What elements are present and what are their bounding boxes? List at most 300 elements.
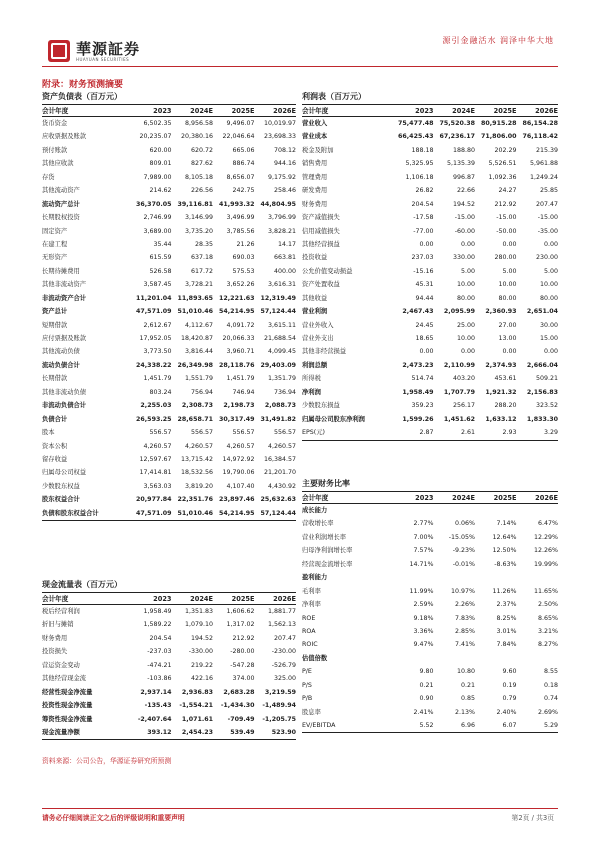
table-row <box>302 625 558 638</box>
table-cell: 20,380.16 <box>180 133 213 141</box>
table-cell: 2.87 <box>419 429 434 437</box>
table-cell: 12,319.49 <box>260 294 296 302</box>
table-row <box>302 319 558 332</box>
table-row <box>302 211 558 224</box>
column-header: 2023 <box>153 107 172 115</box>
row-label: 少数股东权益 <box>42 482 80 490</box>
table-row <box>42 265 296 278</box>
table-cell: 20,235.07 <box>139 133 172 141</box>
table-cell: 5,526.51 <box>488 160 517 168</box>
table-cell: 3,816.44 <box>184 348 213 356</box>
table-cell: 280.00 <box>494 254 517 262</box>
row-label: 经营性现金净流量 <box>42 688 93 696</box>
table-row <box>42 426 296 439</box>
table-cell: 2.50% <box>537 601 558 609</box>
table-cell: 57,124.44 <box>260 509 296 517</box>
row-label: 财务费用 <box>302 200 328 208</box>
table-row <box>302 171 558 184</box>
row-label: 毛利率 <box>302 587 321 595</box>
table-row <box>302 157 558 170</box>
table-cell: 212.92 <box>494 200 517 208</box>
table-cell: 2.61 <box>460 429 475 437</box>
table-row <box>42 645 296 658</box>
table-cell: 215.39 <box>535 146 558 154</box>
table-row <box>42 480 296 493</box>
row-label: 股本 <box>42 429 55 437</box>
table-cell: 2.37% <box>496 601 517 609</box>
table-row <box>42 319 296 332</box>
table-cell: 11.99% <box>409 587 434 595</box>
table-cell: 2,936.83 <box>181 688 213 696</box>
table-row <box>302 706 558 719</box>
table-cell: 400.00 <box>273 267 296 275</box>
table-cell: 204.54 <box>149 634 172 642</box>
row-label: 筹资性现金净流量 <box>42 715 93 723</box>
appendix-title: 附录：财务预测摘要 <box>42 80 124 90</box>
table-cell: 27.00 <box>498 321 517 329</box>
table-cell: 3,773.50 <box>143 348 172 356</box>
table-row <box>42 605 296 618</box>
row-label: 其他非流动负债 <box>42 388 87 396</box>
table-cell: 3.01% <box>496 627 517 635</box>
table-header-row <box>302 104 558 117</box>
column-header: 2026E <box>273 595 296 603</box>
table-row <box>42 211 296 224</box>
table-cell: 0.06% <box>454 520 475 528</box>
table-cell: 5.00 <box>460 267 475 275</box>
table-row <box>42 399 296 412</box>
table-cell: -237.03 <box>147 648 172 656</box>
table-cell: -547.28 <box>230 661 255 669</box>
table-cell: 7.41% <box>454 641 475 649</box>
table-cell: 219.22 <box>190 661 213 669</box>
table-cell: 323.52 <box>535 402 558 410</box>
table-cell: 3,819.20 <box>184 482 213 490</box>
table-cell: 6.96 <box>460 722 475 729</box>
table-cell: 15.00 <box>539 335 558 342</box>
table-cell: 1,451.79 <box>143 375 172 383</box>
table-cell: 539.49 <box>230 728 255 736</box>
table-cell: 11,201.04 <box>136 294 172 302</box>
table-cell: 1,633.12 <box>485 415 517 423</box>
table-row <box>42 507 296 520</box>
row-label: 存货 <box>42 173 55 181</box>
table-cell: 2.85% <box>454 627 475 635</box>
table-cell: 2.13% <box>454 708 475 716</box>
column-header: 会计年度 <box>42 107 69 115</box>
table-cell: 1,351.79 <box>267 375 296 383</box>
table-cell: 3,735.20 <box>184 227 213 235</box>
table-cell <box>434 504 476 517</box>
table-cell: 80.00 <box>539 294 558 302</box>
table-row <box>42 345 296 358</box>
table-cell: 1,551.79 <box>184 375 213 383</box>
row-label: 现金流量净额 <box>42 728 80 736</box>
table-cell: 242.75 <box>232 187 255 195</box>
table-cell: 2,746.99 <box>143 214 172 222</box>
table-cell <box>517 652 559 665</box>
table-cell: 2,467.43 <box>402 308 434 316</box>
table-row <box>42 130 296 143</box>
table-cell: 556.57 <box>190 429 213 437</box>
row-label: 其他流动负债 <box>42 348 80 356</box>
table-cell: 3,785.56 <box>226 227 255 235</box>
table-cell: 809.01 <box>149 160 172 168</box>
table-row <box>302 413 558 426</box>
table-cell: 3,219.59 <box>264 688 296 696</box>
table-cell: 3.29 <box>543 429 558 437</box>
table-cell: 2,198.73 <box>223 402 255 410</box>
table-cell: 9.18% <box>413 614 434 622</box>
row-label: 货币资金 <box>42 120 68 127</box>
table-cell: -17.58 <box>413 214 434 222</box>
table-cell: 3,587.45 <box>143 281 172 289</box>
table-cell: 3,652.26 <box>226 281 255 289</box>
row-label: 所得税 <box>302 375 321 383</box>
table-cell: 2,666.04 <box>526 361 558 369</box>
table-title: 现金流量表（百万元） <box>42 580 122 589</box>
column-header: 2025E <box>231 595 255 603</box>
table-row <box>302 372 558 385</box>
table-cell: -709.49 <box>227 715 255 723</box>
table-cell: 0.90 <box>419 695 434 703</box>
row-label: 资本公积 <box>42 442 68 450</box>
table-cell: 80.00 <box>498 294 517 302</box>
table-row <box>302 251 558 264</box>
table-cell: 13,715.42 <box>180 455 213 463</box>
table-row <box>42 117 296 130</box>
row-label: 股息率 <box>302 708 321 716</box>
row-label: 财务费用 <box>42 634 68 642</box>
table-cell: 71,806.00 <box>481 133 517 141</box>
table-cell: 0.00 <box>502 240 517 248</box>
table-cell: 4,099.45 <box>267 348 296 356</box>
row-label: 资产减值损失 <box>302 214 340 222</box>
table-cell: 44,804.95 <box>260 200 296 208</box>
table-cell: 3,616.31 <box>267 281 296 289</box>
table-header-row <box>42 592 296 605</box>
table-cell: 3,563.03 <box>143 482 172 490</box>
table-row <box>42 251 296 264</box>
table-cell: 9.60 <box>502 668 517 676</box>
table-cell: 21,688.54 <box>263 335 296 342</box>
table-cell: 0.00 <box>543 240 558 248</box>
table-cell: 5.00 <box>502 267 517 275</box>
table-cell: 4,107.40 <box>226 482 255 490</box>
table-cell: 20,066.33 <box>222 335 255 342</box>
column-header: 2026E <box>273 107 296 115</box>
table-cell: 22.66 <box>456 187 475 195</box>
table-cell <box>434 652 476 665</box>
row-label: 研发费用 <box>302 187 328 195</box>
table-cell: 7.00% <box>413 533 434 541</box>
table-cell: 29,403.09 <box>260 361 296 369</box>
table-cell: 7.83% <box>454 614 475 622</box>
table-row <box>42 157 296 170</box>
table-cell: 617.72 <box>190 267 213 275</box>
row-label: 营收增长率 <box>302 520 334 528</box>
row-label: 经营现金流增长率 <box>302 560 353 568</box>
table-cell: 8.25% <box>496 614 517 622</box>
table-cell: 45.31 <box>415 281 434 289</box>
row-label: 营业利润 <box>302 308 328 316</box>
table-cell: 17,952.05 <box>139 335 172 342</box>
table-cell: 22,351.76 <box>177 496 213 504</box>
table-row <box>42 686 296 699</box>
table-cell: 403.20 <box>452 375 475 383</box>
row-label: 固定资产 <box>42 227 68 235</box>
table-cell: 18,420.87 <box>180 335 213 342</box>
table-row <box>42 672 296 685</box>
table-row <box>42 225 296 238</box>
row-label: 营业成本 <box>302 133 328 141</box>
table-row <box>42 184 296 197</box>
table-cell: -15.05% <box>448 533 475 541</box>
row-label: 利润总额 <box>302 361 328 369</box>
table-cell: 708.12 <box>273 146 296 154</box>
row-label: 非流动资产合计 <box>42 294 87 302</box>
table-cell: 637.18 <box>190 254 213 262</box>
row-label: 公允价值变动损益 <box>302 267 353 275</box>
table-cell: 523.90 <box>271 728 296 736</box>
table-cell: 509.21 <box>535 375 558 383</box>
table-cell: 1,599.26 <box>402 415 434 423</box>
table-cell <box>517 504 559 517</box>
table-row <box>42 332 296 345</box>
table-cell: 1,092.36 <box>488 173 517 181</box>
table-cell: 2,088.73 <box>264 402 296 410</box>
table-cell: 31,491.82 <box>260 415 296 423</box>
table-cell: 256.17 <box>452 402 475 410</box>
table-row <box>42 413 296 426</box>
table-cell: 194.52 <box>190 634 213 642</box>
table-cell: 803.24 <box>149 388 172 396</box>
table-cell: 3,615.11 <box>267 321 296 329</box>
table-cell: 620.72 <box>190 146 213 154</box>
table-cell: 288.20 <box>494 402 517 410</box>
table-cell: 3.36% <box>413 627 434 635</box>
table-cell: 47,571.09 <box>136 509 172 517</box>
table-cell: 3,689.00 <box>143 227 172 235</box>
table-cell: 2,473.23 <box>402 361 434 369</box>
table-cell: 24,338.22 <box>136 361 172 369</box>
table-cell: 2.69% <box>537 708 558 716</box>
table-cell: 13.00 <box>498 335 517 342</box>
table-cell: 12,597.67 <box>139 455 172 463</box>
table-cell: 746.94 <box>232 388 255 396</box>
table-cell: 1,921.32 <box>485 388 517 396</box>
column-header: 2025E <box>231 107 255 115</box>
table-cell: 7.84% <box>496 641 517 649</box>
table-cell: -1,434.30 <box>220 702 255 710</box>
table-cell: -0.01% <box>452 560 475 568</box>
table-cell: 556.57 <box>273 429 296 437</box>
table-cell: 996.87 <box>452 173 475 181</box>
header-divider <box>42 66 558 67</box>
table-cell: 75,520.38 <box>439 120 475 127</box>
table-cell: 3,796.99 <box>267 214 296 222</box>
table-row <box>302 345 558 358</box>
table-cell: 12.26% <box>533 547 558 555</box>
table-cell <box>434 571 476 584</box>
table-cell: 36,370.05 <box>136 200 172 208</box>
table-cell: 10.00 <box>456 281 475 289</box>
table-cell: 18.65 <box>415 335 434 342</box>
table-cell: 2,937.14 <box>140 688 172 696</box>
table-cell: 1,958.49 <box>402 388 434 396</box>
table-cell: 11.65% <box>533 587 558 595</box>
row-label: 信用减值损失 <box>302 227 340 235</box>
table-cell: 10.00 <box>539 281 558 289</box>
row-label: 投资收益 <box>302 254 328 262</box>
table-title: 主要财务比率 <box>302 479 350 488</box>
table-cell: 188.80 <box>452 146 475 154</box>
row-label: 少数股东损益 <box>302 402 340 410</box>
table-cell: 575.53 <box>232 267 255 275</box>
table-cell: 7.57% <box>413 547 434 555</box>
table-cell: 0.79 <box>502 695 517 703</box>
balance-sheet-table <box>42 90 296 521</box>
table-header-row <box>302 491 558 504</box>
row-label: 营业利润增长率 <box>302 533 347 541</box>
table-cell: 2,255.03 <box>140 402 172 410</box>
table-cell: -526.79 <box>271 661 296 669</box>
table-row <box>42 659 296 672</box>
row-label: 管理费用 <box>302 173 328 181</box>
row-label: ROA <box>302 627 316 635</box>
table-cell: 207.47 <box>535 200 558 208</box>
table-cell: 10.00 <box>456 335 475 342</box>
table-cell: -135.43 <box>144 702 172 710</box>
row-label: 股东权益合计 <box>42 496 80 504</box>
table-cell: 25.00 <box>456 321 475 329</box>
table-cell: 8,956.58 <box>184 120 213 127</box>
table-cell: 12,221.63 <box>219 294 255 302</box>
table-cell: 86,154.28 <box>522 120 558 127</box>
table-cell: 7.14% <box>496 520 517 528</box>
table-cell: 886.74 <box>232 160 255 168</box>
row-label: 长期股权投资 <box>42 214 80 222</box>
table-row <box>42 171 296 184</box>
table-cell: 25.85 <box>539 187 558 195</box>
table-cell: -15.16 <box>413 267 434 275</box>
table-cell: 2.41% <box>413 708 434 716</box>
table-row <box>302 184 558 197</box>
table-cell: -1,554.21 <box>179 702 213 710</box>
row-label: 无形资产 <box>42 254 68 262</box>
row-label: 营运资金变动 <box>42 661 80 669</box>
table-cell: 2.93 <box>502 429 517 437</box>
table-cell: 16,384.57 <box>263 455 296 463</box>
table-row <box>302 399 558 412</box>
table-cell: 10.80 <box>456 668 475 676</box>
row-label: 长期待摊费用 <box>42 267 80 275</box>
column-header: 会计年度 <box>302 107 329 115</box>
row-label: 归属母公司股东净利润 <box>302 415 365 423</box>
table-row <box>302 517 558 530</box>
table-cell: 620.00 <box>149 146 172 154</box>
table-cell: 10.97% <box>450 587 475 595</box>
table-cell: 18,532.56 <box>180 469 213 477</box>
table-cell: 0.00 <box>419 348 434 356</box>
table-cell: 188.18 <box>411 146 434 154</box>
column-header: 2026E <box>535 107 558 115</box>
row-label: 在建工程 <box>42 240 68 248</box>
table-row <box>302 571 558 584</box>
table-cell: 28,118.76 <box>219 361 255 369</box>
table-bottom-rule <box>42 520 296 521</box>
table-cell: 237.03 <box>411 254 434 262</box>
table-cell: 0.85 <box>460 695 475 703</box>
table-cell: 7,989.00 <box>143 173 172 181</box>
table-row <box>42 699 296 712</box>
table-row <box>42 453 296 466</box>
table-cell <box>475 571 517 584</box>
table-cell: 24.27 <box>498 187 517 195</box>
column-header: 2024E <box>452 107 475 115</box>
row-label: 折旧与摊销 <box>42 621 74 629</box>
table-cell: 230.00 <box>535 254 558 262</box>
table-row <box>42 198 296 211</box>
table-cell: 374.00 <box>232 675 255 683</box>
table-row <box>302 504 558 517</box>
table-cell: 0.18 <box>543 681 558 689</box>
table-cell: -60.00 <box>454 227 475 235</box>
table-cell: 11,893.65 <box>177 294 213 302</box>
row-label: 投资性现金净流量 <box>42 702 93 710</box>
table-cell <box>392 571 434 584</box>
table-cell: 3,728.21 <box>184 281 213 289</box>
table-cell: 3,496.99 <box>226 214 255 222</box>
table-cell: 202.29 <box>494 146 517 154</box>
table-row <box>302 558 558 571</box>
brand-logo <box>48 38 188 64</box>
table-row <box>302 238 558 251</box>
column-header: 2023 <box>415 107 434 115</box>
brand-name: 華源証券 <box>76 40 141 58</box>
table-cell: 325.00 <box>273 675 296 683</box>
column-header: 2024E <box>190 107 213 115</box>
table-cell: 11.26% <box>492 587 517 595</box>
row-label: 资产总计 <box>42 308 68 316</box>
table-cell: 0.00 <box>543 348 558 356</box>
table-cell: -15.00 <box>496 214 517 222</box>
row-label: 其他收益 <box>302 294 328 302</box>
table-cell: 1,249.24 <box>529 173 558 181</box>
table-cell: 1,351.83 <box>184 608 213 615</box>
table-cell: 14.71% <box>409 560 434 568</box>
table-cell: 39,116.81 <box>177 200 213 208</box>
table-cell: 2.40% <box>496 708 517 716</box>
table-row <box>302 144 558 157</box>
table-cell: 2,095.99 <box>443 308 475 316</box>
table-cell: 4,091.72 <box>226 321 255 329</box>
row-label: 流动负债合计 <box>42 361 80 369</box>
table-cell: 94.44 <box>415 294 434 302</box>
table-cell: 663.81 <box>273 254 296 262</box>
table-cell: 1,106.18 <box>405 173 434 181</box>
table-cell: 556.57 <box>149 429 172 437</box>
table-cell: 1,958.49 <box>143 608 172 615</box>
table-cell: -230.00 <box>271 648 296 656</box>
table-cell: 2,308.73 <box>181 402 213 410</box>
row-label: 净利率 <box>302 601 321 609</box>
table-cell: 24.45 <box>415 321 434 329</box>
table-cell: 75,477.48 <box>398 120 434 127</box>
table-cell: 3,828.21 <box>267 227 296 235</box>
table-cell: 0.19 <box>502 681 517 689</box>
table-cell: 1,589.22 <box>143 621 172 629</box>
